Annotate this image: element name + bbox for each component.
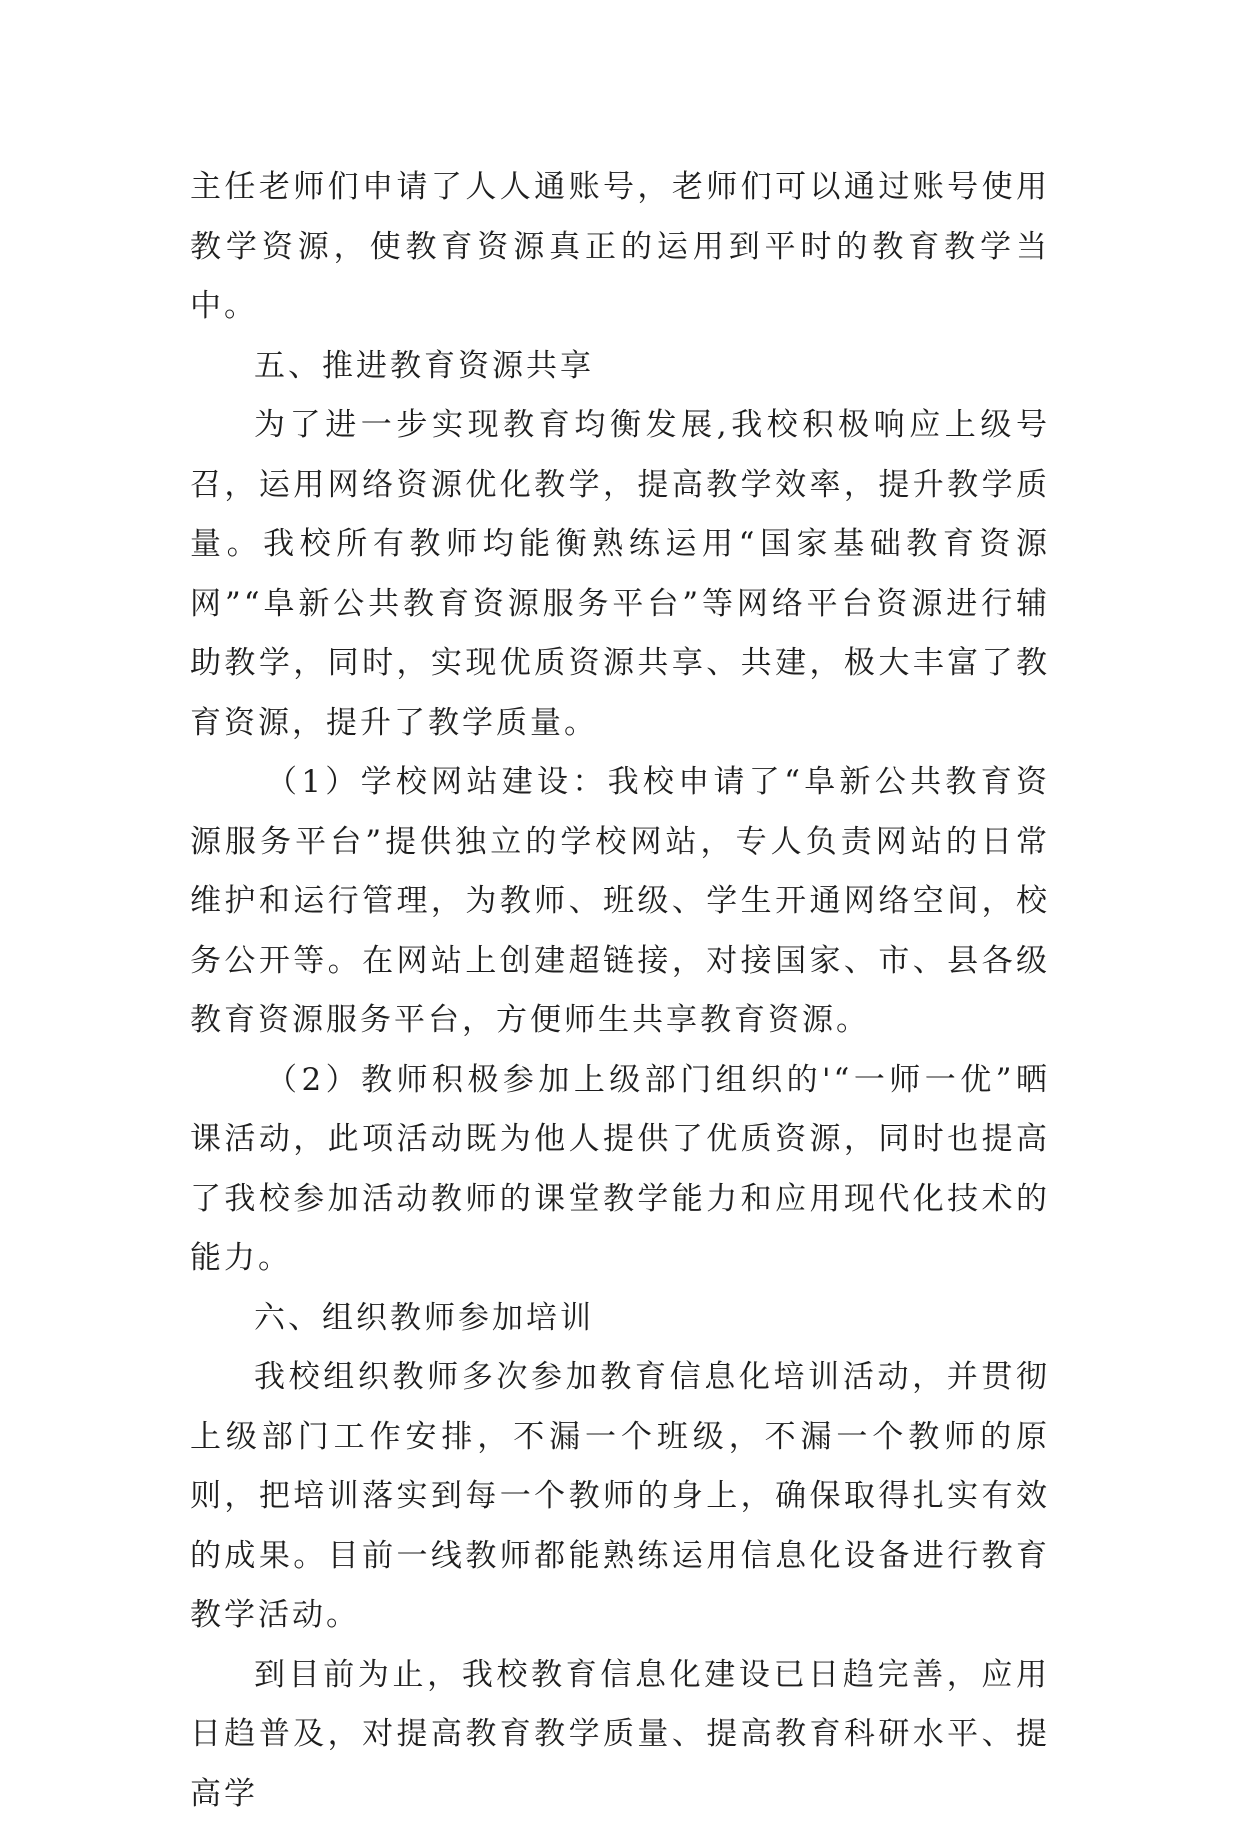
paragraph-training: 我校组织教师多次参加教育信息化培训活动，并贯彻上级部门工作安排，不漏一个班级，不漏一个教师的原则，把培训落实到每一个教师的身上，确保取得扎实有效的成果。目前一线教师都能熟练运用信息化设备进行教育教学活动。	[190, 1348, 1050, 1646]
paragraph-school-website: （1）学校网站建设：我校申请了“阜新公共教育资源服务平台”提供独立的学校网站，专人负责网站的日常维护和运行管理，为教师、班级、学生开通网络空间，校务公开等。在网站上创建超链接，对接国家、市、县各级教育资源服务平台，方便师生共享教育资源。	[190, 753, 1050, 1051]
section-heading-5: 五、推进教育资源共享	[190, 337, 1050, 397]
document-body	[190, 158, 1050, 1824]
section-heading-6: 六、组织教师参加培训	[190, 1289, 1050, 1349]
paragraph-teacher-activity: （2）教师积极参加上级部门组织的'“一师一优”晒课活动，此项活动既为他人提供了优质资源，同时也提高了我校参加活动教师的课堂教学能力和应用现代化技术的能力。	[190, 1051, 1050, 1289]
paragraph-resource-sharing: 为了进一步实现教育均衡发展,我校积极响应上级号召，运用网络资源优化教学，提高教学效率，提升教学质量。我校所有教师均能衡熟练运用“国家基础教育资源网”“阜新公共教育资源服务平台”等网络平台资源进行辅助教学，同时，实现优质资源共享、共建，极大丰富了教育资源，提升了教学质量。	[190, 396, 1050, 753]
paragraph-summary: 到目前为止，我校教育信息化建设已日趋完善，应用日趋普及，对提高教育教学质量、提高教育科研水平、提高学	[190, 1646, 1050, 1824]
paragraph-continuation: 主任老师们申请了人人通账号，老师们可以通过账号使用教学资源，使教育资源真正的运用到平时的教育教学当中。	[190, 158, 1050, 337]
